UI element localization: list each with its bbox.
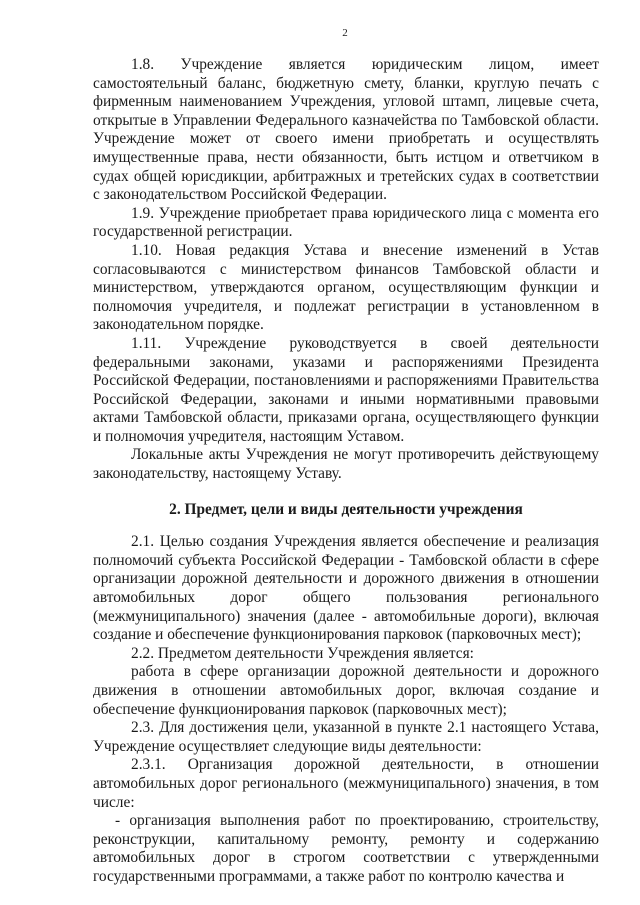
paragraph-2-3-1: 2.3.1. Организация дорожной деятельности, в отношении автомобильных дорог регионального (межмуниципального) значения, в том числе:	[93, 756, 599, 811]
paragraph-2-1: 2.1. Целью создания Учреждения является обеспечение и реализация полномочий субъекта Российской Федерации - Тамбовской области в сфере организации дорожной деятельности и дорожного движения в отношении автомобильных дорог общего пользования регионального (межмуниципального) значения (далее - автомобильные дороги), включая создание и обеспечение функционирования парковок (парковочных мест);	[93, 533, 599, 644]
paragraph-2-2-body: работа в сфере организации дорожной деятельности и дорожного движения в отношении автомобильных дорог, включая создание и обеспечение функционирования парковок (парковочных мест);	[93, 663, 599, 718]
section-heading: 2. Предмет, цели и виды деятельности учреждения	[169, 500, 523, 518]
paragraph-local-acts: Локальные акты Учреждения не могут противоречить действующему законодательству, настоящему Уставу.	[93, 446, 599, 483]
list-item: - организация выполнения работ по проектированию, строительству, реконструкции, капитальному ремонту, ремонту и содержанию автомобильных дорог в строгом соответствии с утвержденными государственными программами, а также работ по контролю качества и	[93, 812, 599, 885]
paragraph-2-3: 2.3. Для достижения цели, указанной в пункте 2.1 настоящего Устава, Учреждение осуществляет следующие виды деятельности:	[93, 719, 599, 755]
paragraph-1-11: 1.11. Учреждение руководствуется в своей деятельности федеральными законами, указами и распоряжениями Президента Российской Федерации, постановлениями и распоряжениями Правительства Российской Федерации, законами и иными нормативными правовыми актами Тамбовской области, приказами органа, осуществляющего функции и полномочия учредителя, настоящим Уставом.	[93, 334, 599, 445]
document-page	[93, 26, 599, 887]
paragraph-1-8: 1.8. Учреждение является юридическим лицом, имеет самостоятельный баланс, бюджетную смету, бланки, круглую печать с фирменным наименованием Учреждения, угловой штамп, лицевые счета, открытые в Управлении Федерального казначейства по Тамбовской области. Учреждение может от своего имени приобретать и осуществлять имущественные права, нести обязанности, быть истцом и ответчиком в судах общей юрисдикции, арбитражных и третейских судах в соответствии с законодательством Российской Федерации.	[93, 56, 599, 204]
paragraph-2-2: 2.2. Предметом деятельности Учреждения является:	[131, 644, 474, 662]
paragraph-1-10: 1.10. Новая редакция Устава и внесение изменений в Устав согласовываются с министерством финансов Тамбовской области и министерством, утверждаются органом, осуществляющим функции и полномочия учредителя, и подлежат регистрации в установленном в законодательном порядке.	[93, 241, 599, 334]
page-number: 2	[342, 27, 348, 39]
paragraph-1-9: 1.9. Учреждение приобретает права юридического лица с момента его государственной регистрации.	[93, 204, 599, 241]
